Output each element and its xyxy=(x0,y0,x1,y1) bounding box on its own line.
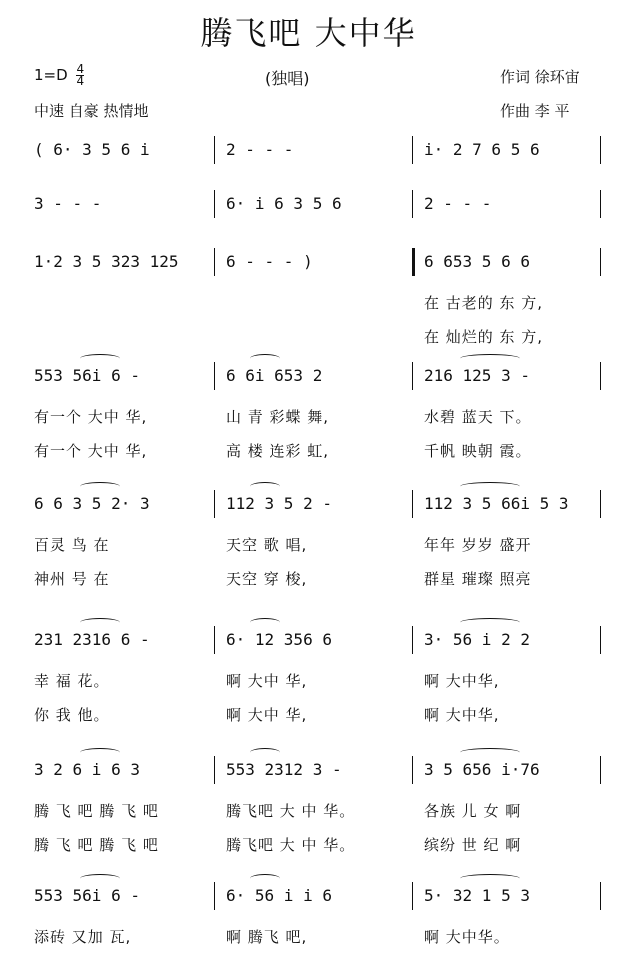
measure-notes: ( 6· 3 5 6 i xyxy=(34,140,150,159)
barline xyxy=(600,490,601,518)
lyric-line-1: 年年 岁岁 盛开 xyxy=(424,536,532,554)
slur-mark xyxy=(80,618,120,627)
lyric-line-2: 腾 飞 吧 腾 飞 吧 xyxy=(34,836,159,854)
lyric-line-1: 啊 大中 华, xyxy=(226,672,308,690)
lyric-line-2: 高 楼 连彩 虹, xyxy=(226,442,330,460)
slur-mark xyxy=(460,874,520,883)
barline xyxy=(412,136,413,164)
slur-mark xyxy=(250,618,280,627)
slur-mark xyxy=(460,482,520,491)
barline xyxy=(214,190,215,218)
barline xyxy=(600,190,601,218)
barline xyxy=(214,882,215,910)
measure-notes: 553 56i 6 - xyxy=(34,886,140,905)
lyric-line-1: 山 青 彩蝶 舞, xyxy=(226,408,330,426)
barline xyxy=(412,490,413,518)
lyric-line-2: 天空 穿 梭, xyxy=(226,570,308,588)
barline xyxy=(214,136,215,164)
barline xyxy=(600,626,601,654)
time-signature-top: 4 xyxy=(76,62,85,76)
slur-mark xyxy=(80,354,120,363)
barline xyxy=(412,362,413,390)
measure-notes: 553 56i 6 - xyxy=(34,366,140,385)
lyric-line-1: 腾飞吧 大 中 华。 xyxy=(226,802,356,820)
lyricist-credit: 作词 徐环宙 xyxy=(500,68,580,86)
measure-notes: 553 2312 3 - xyxy=(226,760,342,779)
lyric-line-2: 神州 号 在 xyxy=(34,570,110,588)
song-title: 腾飞吧 大中华 xyxy=(200,14,417,52)
slur-mark xyxy=(250,482,280,491)
barline xyxy=(412,626,413,654)
lyric-line-2: 千帆 映朝 霞。 xyxy=(424,442,532,460)
measure-notes: 6 - - - ) xyxy=(226,252,313,271)
measure-notes: 3 2 6 i 6 3 xyxy=(34,760,140,779)
lyric-line-2: 有一个 大中 华, xyxy=(34,442,148,460)
barline xyxy=(412,756,413,784)
measure-notes: 3· 56 i 2 2 xyxy=(424,630,530,649)
measure-notes: 216 125 3 - xyxy=(424,366,530,385)
slur-mark xyxy=(80,748,120,757)
slur-mark xyxy=(250,748,280,757)
lyric-line-1: 啊 大中华。 xyxy=(424,928,510,946)
barline xyxy=(214,248,215,276)
lyric-line-2: 你 我 他。 xyxy=(34,706,110,724)
barline xyxy=(600,362,601,390)
barline xyxy=(600,756,601,784)
barline xyxy=(412,882,413,910)
key-label: 1=D xyxy=(34,66,68,84)
lyric-line-1: 各族 儿 女 啊 xyxy=(424,802,522,820)
measure-notes: 231 2316 6 - xyxy=(34,630,150,649)
measure-notes: 2 - - - xyxy=(424,194,492,213)
lyric-line-2: 腾飞吧 大 中 华。 xyxy=(226,836,356,854)
barline xyxy=(214,626,215,654)
measure-notes: 6· i 6 3 5 6 xyxy=(226,194,342,213)
key-signature xyxy=(34,64,84,87)
lyric-line-2: 啊 大中 华, xyxy=(226,706,308,724)
slur-mark xyxy=(460,748,520,757)
slur-mark xyxy=(250,354,280,363)
slur-mark xyxy=(460,354,520,363)
measure-notes: 6 653 5 6 6 xyxy=(424,252,530,271)
lyric-line-1: 百灵 鸟 在 xyxy=(34,536,110,554)
lyric-line-1: 腾 飞 吧 腾 飞 吧 xyxy=(34,802,159,820)
time-signature xyxy=(76,64,84,87)
barline xyxy=(214,756,215,784)
lyric-line-1: 幸 福 花。 xyxy=(34,672,110,690)
lyric-line-1: 有一个 大中 华, xyxy=(34,408,148,426)
barline xyxy=(600,882,601,910)
barline xyxy=(600,248,601,276)
lyric-line-1: 在 古老的 东 方, xyxy=(424,294,544,312)
measure-notes: 3 5 656 i·76 xyxy=(424,760,540,779)
lyric-line-2: 群星 璀璨 照亮 xyxy=(424,570,532,588)
lyric-line-2: 啊 大中华, xyxy=(424,706,500,724)
lyric-line-1: 啊 大中华, xyxy=(424,672,500,690)
slur-mark xyxy=(80,482,120,491)
barline xyxy=(412,190,413,218)
lyric-line-1: 添砖 又加 瓦, xyxy=(34,928,132,946)
barline xyxy=(214,362,215,390)
barline xyxy=(412,248,415,276)
lyric-line-2: 缤纷 世 纪 啊 xyxy=(424,836,522,854)
measure-notes: 6 6 3 5 2· 3 xyxy=(34,494,150,513)
barline xyxy=(600,136,601,164)
measure-notes: 2 - - - xyxy=(226,140,294,159)
slur-mark xyxy=(80,874,120,883)
slur-mark xyxy=(460,618,520,627)
slur-mark xyxy=(250,874,280,883)
measure-notes: 6· 56 i i 6 xyxy=(226,886,332,905)
time-signature-bottom: 4 xyxy=(76,74,85,88)
performance-note: (独唱) xyxy=(265,69,310,88)
measure-notes: 3 - - - xyxy=(34,194,102,213)
lyric-line-2: 在 灿烂的 东 方, xyxy=(424,328,544,346)
measure-notes: 6· 12 356 6 xyxy=(226,630,332,649)
measure-notes: 112 3 5 2 - xyxy=(226,494,332,513)
tempo-marking: 中速 自豪 热情地 xyxy=(34,102,149,120)
barline xyxy=(214,490,215,518)
lyric-line-1: 啊 腾飞 吧, xyxy=(226,928,308,946)
measure-notes: 112 3 5 66i 5 3 xyxy=(424,494,569,513)
composer-credit: 作曲 李 平 xyxy=(500,102,570,120)
measure-notes: i· 2 7 6 5 6 xyxy=(424,140,540,159)
measure-notes: 6 6i 653 2 xyxy=(226,366,323,385)
lyric-line-1: 水碧 蓝天 下。 xyxy=(424,408,532,426)
measure-notes: 1·2 3 5 323 125 xyxy=(34,252,179,271)
lyric-line-1: 天空 歌 唱, xyxy=(226,536,308,554)
measure-notes: 5· 32 1 5 3 xyxy=(424,886,530,905)
